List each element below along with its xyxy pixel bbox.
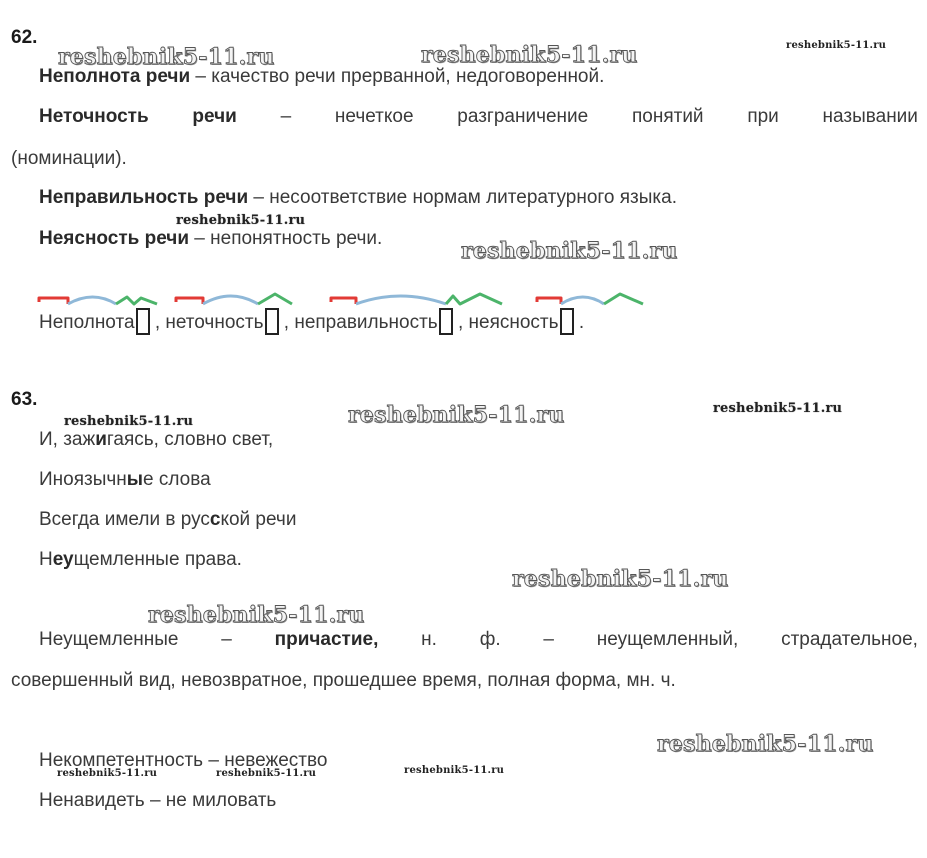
dash: – [280,106,292,127]
watermark: reshebnik5-11.ru [713,401,843,416]
prefix-mark [331,298,356,304]
def-word: понятий [631,106,704,127]
prefix-mark [537,298,561,304]
parse-word-3: , неправильность [283,312,438,333]
exercise-63-number: 63. [11,389,38,410]
poem-text: гаясь, словно свет, [106,429,274,450]
exercise-62-number: 62. [11,27,38,48]
watermark: reshebnik5-11.ru [786,40,887,51]
watermark: reshebnik5-11.ru [512,566,729,592]
def-word: нечеткое [334,106,414,127]
analysis-word: ф. [479,629,501,650]
highlighted-letter: и [95,429,107,450]
suffix-mark [116,297,157,304]
prefix-mark [176,298,203,304]
poem-text: кой речи [220,509,297,530]
analysis-word: Неущемленные [39,629,179,650]
analysis-word: н. [421,629,437,650]
parse-end: . [578,312,585,333]
null-ending-box [136,308,150,335]
watermark: reshebnik5-11.ru [348,402,565,428]
poem-text: е слова [143,469,211,490]
def-incorrectness: – несоответствие нормам литературного языка. [248,187,677,208]
term-incorrectness: Неправильность речи [39,187,249,208]
pair-1: Некомпетентность – невежество [39,750,328,771]
def-word: разграничение [457,106,589,127]
term-word: Неточность [39,106,149,127]
watermark: reshebnik5-11.ru [57,768,158,779]
parse-word-2: , неточность [154,312,264,333]
part-of-speech: причастие, [274,629,379,650]
watermark: reshebnik5-11.ru [421,42,638,68]
morphemic-parse-line [39,308,584,335]
root-arc [203,296,258,304]
analysis-word: страдательное, [781,629,918,650]
poem-line-2 [39,469,211,491]
term-word: речи [192,106,237,127]
null-ending-box [560,308,574,335]
definition-inaccuracy-cont: (номинации). [11,148,127,169]
pair-2: Ненавидеть – не миловать [39,790,277,811]
parse-word-4: , неясность [457,312,559,333]
poem-text: Иноязычн [39,469,127,490]
poem-line-4 [39,549,242,571]
def-word: назывании [822,106,918,127]
poem-text: Всегда имели в рус [39,509,210,530]
null-ending-box [265,308,279,335]
parse-word-1: Неполнот [39,312,124,333]
prefix-mark [39,298,68,304]
root-arc [561,297,604,304]
root-arc [68,297,116,304]
poem-line-1 [39,429,273,451]
morphological-analysis-cont: совершенный вид, невозвратное, прошедшее время, полная форма, мн. ч. [11,670,676,691]
def-word: при [747,106,779,127]
watermark: reshebnik5-11.ru [64,414,194,429]
def-unclearness: – непонятность речи. [189,228,383,249]
def-incompleteness: – качество речи прерванной, недоговоренной. [190,66,605,87]
term-unclearness: Неясность речи [39,228,190,249]
dash: – [543,629,554,650]
morphological-analysis [39,629,918,651]
highlighted-letter: ы [126,469,143,490]
highlighted-letter: еу [52,549,74,570]
watermark: reshebnik5-11.ru [461,238,678,264]
highlighted-letter: с [209,509,221,530]
poem-text: И, заж [39,429,96,450]
dash: – [221,629,232,650]
watermark: reshebnik5-11.ru [148,602,365,628]
null-ending-box [439,308,453,335]
poem-text: Н [39,549,53,570]
term-incompleteness: Неполнота речи [39,66,191,87]
root-arc [356,296,446,304]
watermark: reshebnik5-11.ru [176,213,306,228]
analysis-word: неущемленный, [596,629,739,650]
watermark: reshebnik5-11.ru [58,44,275,70]
parse-ending-1: а [123,312,135,333]
watermark: reshebnik5-11.ru [216,768,317,779]
watermark: reshebnik5-11.ru [657,731,874,757]
suffix-mark [446,294,502,304]
watermark: reshebnik5-11.ru [404,765,505,776]
suffix-mark [604,294,643,304]
poem-line-3 [39,509,296,531]
suffix-mark [258,294,292,304]
poem-text: щемленные права. [73,549,242,570]
